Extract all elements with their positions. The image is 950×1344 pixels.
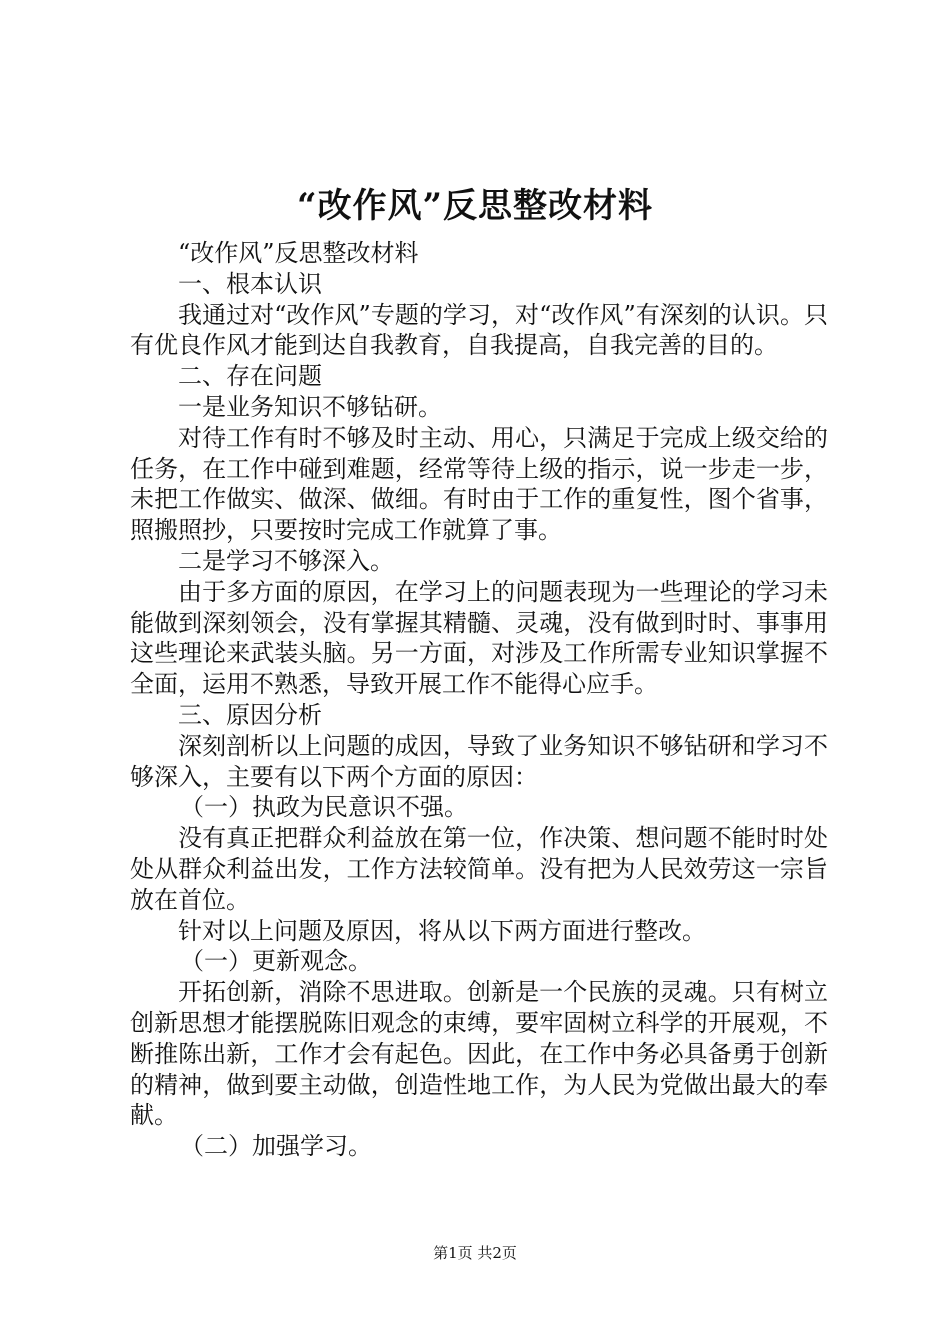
- sub-heading: （一）更新观念。: [180, 947, 372, 976]
- problem-item-heading: 二是学习不够深入。: [178, 546, 394, 575]
- page-footer: 第1页 共2页: [433, 1244, 517, 1262]
- paragraph: 针对以上问题及原因，将从以下两方面进行整改。: [178, 916, 706, 945]
- paragraph: 由于多方面的原因，在学习上的问题表现为一些理论的学习未能做到深刻领会，没有掌握其精髓、灵魂，没有做到时时、事事用这些理论来武装头脑。另一方面，对涉及工作所需专业知识掌握不全面，运用不熟悉，导致开展工作不能得心应手。: [130, 577, 828, 699]
- paragraph: 开拓创新，消除不思进取。创新是一个民族的灵魂。只有树立创新思想才能摆脱陈旧观念的束缚，要牢固树立科学的开展观，不断推陈出新，工作才会有起色。因此，在工作中务必具备勇于创新的精神，做到要主动做，创造性地工作，为人民为党做出最大的奉献。: [130, 978, 828, 1130]
- heading-cause-analysis: 三、原因分析: [178, 700, 322, 729]
- paragraph-subtitle: “改作风”反思整改材料: [178, 239, 419, 267]
- sub-heading: （二）加强学习。: [180, 1132, 372, 1161]
- document-title: “改作风”反思整改材料: [296, 186, 654, 226]
- paragraph: 深刻剖析以上问题的成因，导致了业务知识不够钻研和学习不够深入，主要有以下两个方面的原因：: [130, 731, 828, 791]
- document-body: [130, 238, 828, 1162]
- paragraph: 我通过对“改作风”专题的学习，对“改作风”有深刻的认识。只有优良作风才能到达自我教育，自我提高，自我完善的目的。: [130, 300, 828, 360]
- paragraph: 没有真正把群众利益放在第一位，作决策、想问题不能时时处处从群众利益出发，工作方法较简单。没有把为人民效劳这一宗旨放在首位。: [130, 824, 828, 914]
- problem-item-heading: 一是业务知识不够钻研。: [178, 392, 442, 421]
- heading-existing-problems: 二、存在问题: [178, 362, 322, 391]
- heading-basic-understanding: 一、根本认识: [178, 269, 322, 298]
- sub-heading: （一）执政为民意识不强。: [180, 793, 468, 822]
- paragraph: 对待工作有时不够及时主动、用心，只满足于完成上级交给的任务，在工作中碰到难题，经常等待上级的指示，说一步走一步，未把工作做实、做深、做细。有时由于工作的重复性，图个省事，照搬照抄，只要按时完成工作就算了事。: [130, 423, 828, 545]
